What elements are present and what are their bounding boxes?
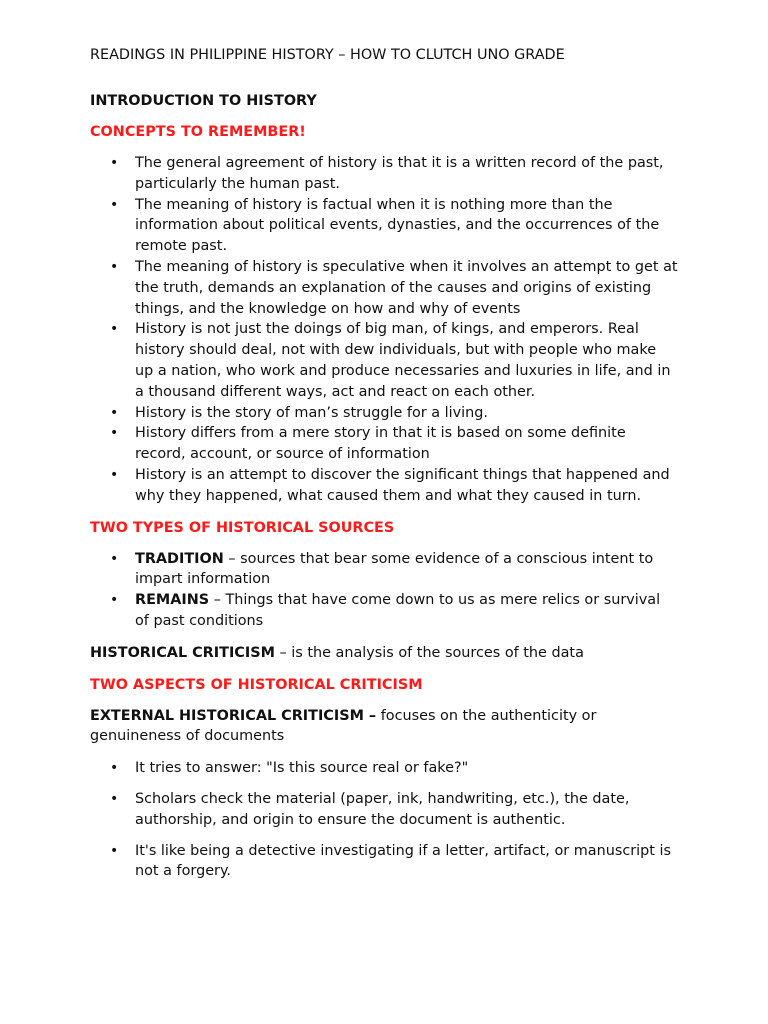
bullet-icon: • xyxy=(110,592,119,609)
heading-aspects: TWO ASPECTS OF HISTORICAL CRITICISM xyxy=(90,676,423,693)
list-item-text: History differs from a mere story in that it is based on some definite record, account, or source of information xyxy=(135,425,626,463)
definition-text: focuses on the authenticity or genuineness of documents xyxy=(90,707,597,745)
definition-text: – sources that bear some evidence of a conscious intent to impart information xyxy=(135,550,654,588)
list-item xyxy=(90,423,678,465)
list-item-text: History is an attempt to discover the significant things that happened and why they happened, what caused them and what they caused in turn. xyxy=(135,466,670,504)
list-item xyxy=(90,758,678,779)
list-item-text: The general agreement of history is that it is a written record of the past, particularly the human past. xyxy=(135,155,664,192)
bullet-icon: • xyxy=(110,321,119,338)
list-item xyxy=(90,153,678,195)
list-item-text: The meaning of history is speculative when it involves an attempt to get at the truth, demands an explanation of the causes and origins of existing things, and the knowledge on how and why of events xyxy=(135,258,678,317)
external-points-list xyxy=(90,758,678,882)
term-external-criticism: EXTERNAL HISTORICAL CRITICISM – xyxy=(90,707,377,724)
term-historical-criticism: HISTORICAL CRITICISM xyxy=(90,644,275,661)
list-item xyxy=(90,319,678,402)
bullet-icon: • xyxy=(110,550,119,567)
bullet-icon: • xyxy=(110,155,119,171)
historical-criticism-paragraph xyxy=(90,643,678,664)
list-item-text: The meaning of history is factual when it is nothing more than the information about political events, dynasties, and the occurrences of the remote past. xyxy=(135,196,660,255)
bullet-icon: • xyxy=(110,790,119,807)
list-item xyxy=(90,195,678,257)
list-item xyxy=(90,465,678,507)
list-item-text: History is the story of man’s struggle for a living. xyxy=(135,404,488,421)
bullet-icon: • xyxy=(110,760,119,777)
list-item xyxy=(90,403,678,424)
list-item-text: It's like being a detective investigating if a letter, artifact, or manuscript is not a forgery. xyxy=(135,842,671,880)
list-item-text: History is not just the doings of big man, of kings, and emperors. Real history should deal, not with dew individuals, but with people who make up a nation, who work and produce necessaries and luxuries in life, and in a thousand different ways, act and react on each other. xyxy=(135,321,671,400)
document-title: READINGS IN PHILIPPINE HISTORY – HOW TO CLUTCH UNO GRADE xyxy=(90,47,565,63)
list-item xyxy=(90,841,678,883)
list-item xyxy=(90,257,678,319)
list-item-text: Scholars check the material (paper, ink, handwriting, etc.), the date, authorship, and origin to ensure the document is authentic. xyxy=(135,790,630,828)
term-remains: REMAINS xyxy=(135,592,210,609)
definition-text: – is the analysis of the sources of the data xyxy=(274,644,584,661)
list-item xyxy=(90,590,678,632)
heading-introduction: INTRODUCTION TO HISTORY xyxy=(90,93,317,109)
bullet-icon: • xyxy=(110,466,119,483)
heading-sources: TWO TYPES OF HISTORICAL SOURCES xyxy=(90,519,395,536)
list-item xyxy=(90,549,678,591)
sources-list xyxy=(90,549,678,632)
definition-text: – Things that have come down to us as mere relics or survival of past conditions xyxy=(135,592,661,629)
bullet-icon: • xyxy=(110,258,119,275)
bullet-icon: • xyxy=(110,425,119,442)
list-item-text: It tries to answer: "Is this source real or fake?" xyxy=(135,760,469,777)
external-criticism-paragraph xyxy=(90,706,678,748)
heading-concepts: CONCEPTS TO REMEMBER! xyxy=(90,124,306,140)
bullet-icon: • xyxy=(110,404,119,421)
bullet-icon: • xyxy=(110,196,119,213)
bullet-icon: • xyxy=(110,842,119,859)
list-item xyxy=(90,789,678,831)
term-tradition: TRADITION xyxy=(135,550,224,567)
concepts-list xyxy=(90,153,678,507)
